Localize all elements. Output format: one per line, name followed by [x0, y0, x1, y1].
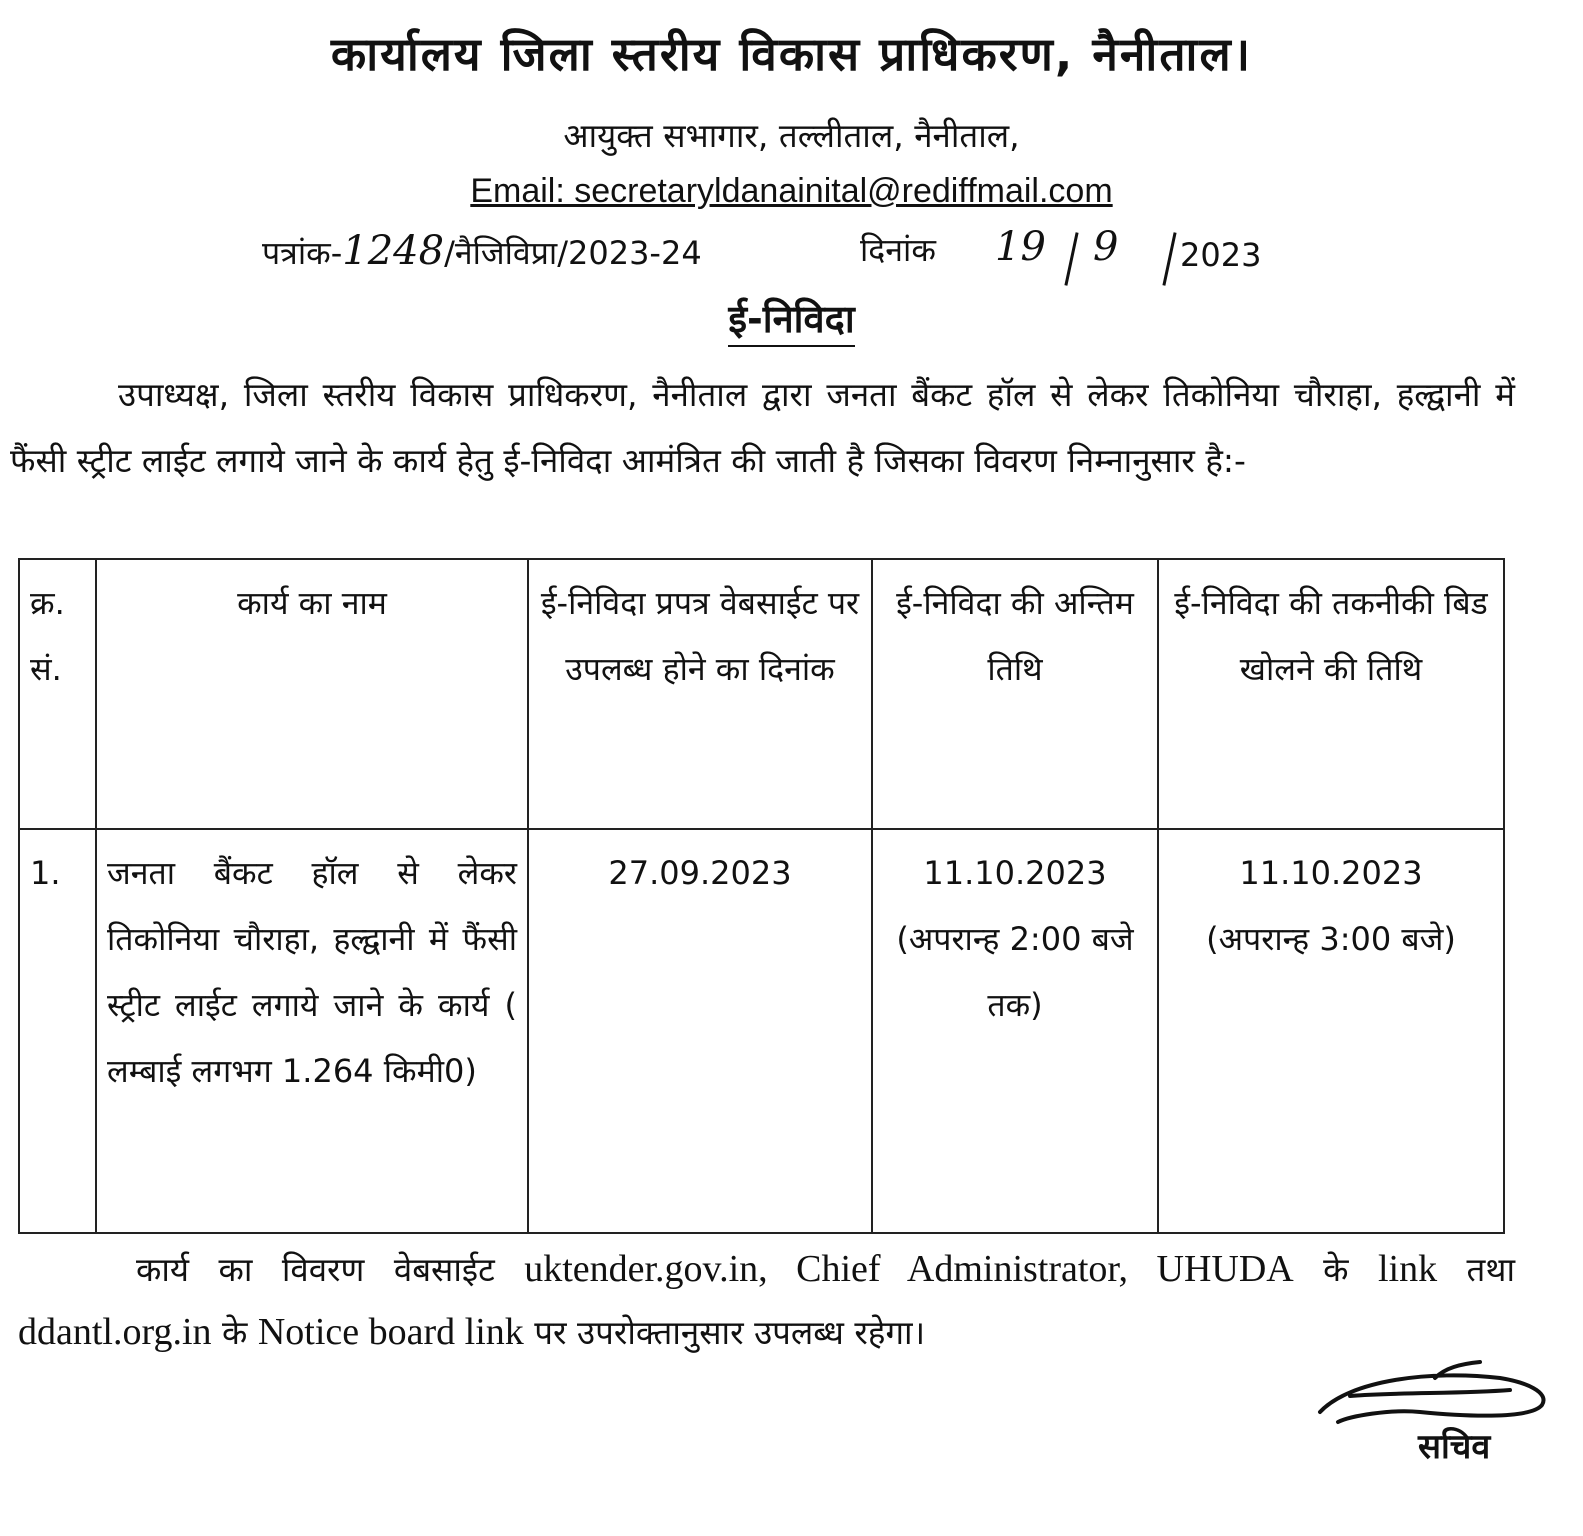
office-address: आयुक्त सभागार, तल्लीताल, नैनीताल, [563, 116, 1020, 155]
reference-handwritten-number: 1248 [342, 228, 445, 274]
row-last-time: (अपरान्ह 2:00 बजे तक) [896, 920, 1134, 1024]
row-work-name: जनता बैंकट हॉल से लेकर तिकोनिया चौराहा, हल्द्वानी में फैंसी स्ट्रीट लाईट लगाये जाने के कार्य ( लम्बाई लगभग 1.264 किमी0) [96, 829, 528, 1233]
footer-text: कार्य का विवरण वेबसाईट [136, 1250, 525, 1289]
row-publish-date: 27.09.2023 [528, 829, 872, 1233]
row-serial-number: 1. [19, 829, 96, 1233]
header-serial-number: क्र. सं. [19, 559, 96, 829]
tender-table [18, 558, 1505, 1234]
date-label: दिनांक [860, 231, 936, 269]
date-year: 2023 [1180, 236, 1262, 274]
date-day: 19 [995, 224, 1046, 270]
date-separator [1064, 232, 1078, 285]
notice-board-link-text: Notice board link [257, 1311, 524, 1353]
footer-text: तथा [1437, 1250, 1516, 1289]
footer-link-word: link [1377, 1248, 1438, 1290]
table-row [19, 829, 1504, 1233]
header-last-date: ई-निविदा की अन्तिम तिथि [872, 559, 1158, 829]
tender-website: uktender.gov.in, Chief Administrator, UHUDA [524, 1248, 1294, 1290]
footer-text: के [1293, 1250, 1378, 1289]
reference-number [262, 228, 702, 274]
row-last-date: 11.10.2023 [923, 854, 1107, 892]
office-title: कार्यालय जिला स्तरीय विकास प्राधिकरण, नैनीताल। [330, 27, 1253, 81]
footer-paragraph [18, 1238, 1515, 1364]
header-work-name: कार्य का नाम [96, 559, 528, 829]
date-separator [1162, 232, 1176, 285]
row-tech-bid-date: 11.10.2023 [1239, 854, 1423, 892]
office-email: Email: secretaryldanainital@rediffmail.com [470, 172, 1113, 210]
row-tech-bid-time: (अपरान्ह 3:00 बजे) [1206, 920, 1456, 958]
heading-text: ई-निविदा [728, 297, 854, 347]
reference-suffix: /नैजिविप्रा/2023-24 [444, 234, 702, 272]
row-tech-bid-cell [1158, 829, 1504, 1233]
table-header-row [19, 559, 1504, 829]
date-month: 9 [1093, 224, 1119, 270]
document-heading [0, 292, 1583, 344]
signatory-title: सचिव [1418, 1427, 1491, 1467]
footer-text: पर उपरोक्तानुसार उपलब्ध रहेगा। [523, 1313, 926, 1352]
authority-website: ddantl.org.in [18, 1311, 212, 1353]
header-publish-date: ई-निविदा प्रपत्र वेबसाईट पर उपलब्ध होने का दिनांक [528, 559, 872, 829]
intro-paragraph: उपाध्यक्ष, जिला स्तरीय विकास प्राधिकरण, नैनीताल द्वारा जनता बैंकट हॉल से लेकर तिकोनिया चौराहा, हल्द्वानी में फैंसी स्ट्रीट लाईट लगाये जाने के कार्य हेतु ई-निविदा आमंत्रित की जाती है जिसका विवरण निम्नानुसार है:- [10, 375, 1515, 480]
reference-prefix: पत्रांक- [262, 234, 343, 272]
row-last-date-cell [872, 829, 1158, 1233]
footer-text: के [211, 1313, 258, 1352]
header-tech-bid-date: ई-निविदा की तकनीकी बिड खोलने की तिथि [1158, 559, 1504, 829]
